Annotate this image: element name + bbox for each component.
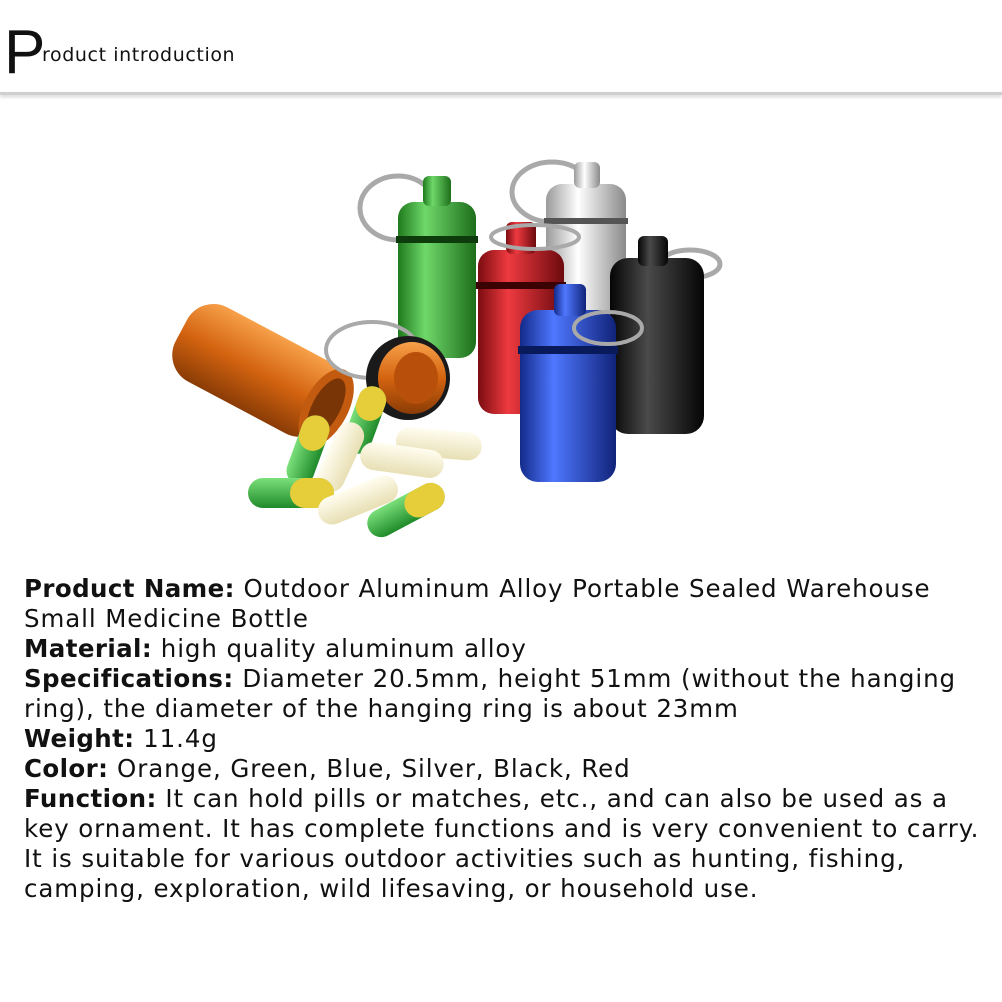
header-divider [0,92,1002,95]
spec-label: Material: [24,634,153,663]
spec-specifications [24,664,984,724]
black-bottle [610,236,704,434]
spec-value: high quality aluminum alloy [160,634,527,663]
spec-value: Outdoor Aluminum Alloy Portable Sealed Warehouse Small Medicine Bottle [24,574,931,633]
spec-label: Color: [24,754,109,783]
orange-bottle [162,293,366,454]
spec-value: Orange, Green, Blue, Silver, Black, Red [117,754,631,783]
spec-label: Weight: [24,724,135,753]
spec-weight [24,724,984,754]
spec-label: Product Name: [24,574,235,603]
spec-value: 11.4g [143,724,218,753]
spec-material [24,634,984,664]
product-specs [24,574,984,904]
spec-value: It can hold pills or matches, etc., and can also be used as a key ornament. It has complete functions and is very convenient to carry. It is suitable for various outdoor activities such as hunting, fishing, camping, exploration, wild lifesaving, or household use. [24,784,980,903]
product-photo [150,140,770,550]
spec-label: Specifications: [24,664,234,693]
spec-value: Diameter 20.5mm, height 51mm (without the hanging ring), the diameter of the hanging ring is about 23mm [24,664,956,723]
header-initial: P [4,18,46,87]
spec-label: Function: [24,784,157,813]
pill-bottles-illustration [150,140,770,550]
spec-color [24,754,984,784]
spec-product-name [24,574,984,634]
header-title: roduct introduction [42,44,236,66]
spec-function [24,784,984,904]
section-header [0,0,1002,92]
